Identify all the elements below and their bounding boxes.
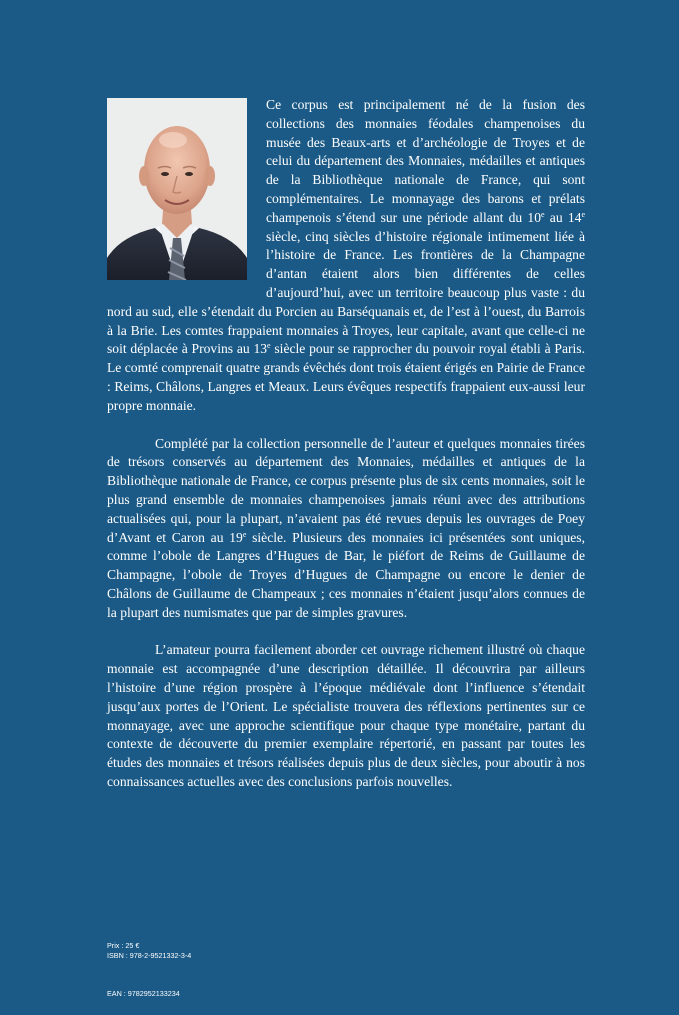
superscript: e (267, 341, 271, 351)
price-label: Prix : 25 € (107, 941, 140, 950)
paragraph-3 (107, 641, 585, 791)
paragraph-1-text: Ce corpus est principalement né de la fusion des collections des monnaies féodales champenoises du musée des Beaux-arts et d’archéologie de Troyes et de celui du département des Monnaies, médailles et antiques de la Bibliothèque nationale de France, qui sont complémentaires. Le monnayage des barons et prélats champenois s’étend sur une période allant du 10 (266, 97, 585, 225)
paragraph-2-text: siècle. Plusieurs des monnaies ici présentées sont uniques, comme l’obole de Langres d’Hugues de Bar, le piéfort de Reims de Guillaume de Champagne, l’obole de Troyes d’Hugues de Champagne ou encore le denier de Châlons de Guillaume de Champeaux ; ces monnaies n’étaient jusqu’alors connues de la plupart des numismates que par de simples gravures. (107, 529, 585, 620)
superscript: e (541, 209, 545, 219)
ean-label: EAN : 9782952133234 (107, 989, 180, 998)
isbn-label: ISBN : 978-2-9521332-3-4 (107, 951, 192, 960)
superscript: e (581, 209, 585, 219)
description-text (107, 96, 585, 810)
paragraph-3-text: L’amateur pourra facilement aborder cet ouvrage richement illustré où chaque monnaie est accompagnée d’une description détaillée. Il découvrira par ailleurs l’histoire d’une région prospère à l’époque médiévale dont l’influence s’étendait jusqu’aux portes de l’Orient. Le spécialiste trouvera des réflexions pertinentes sur ce monnayage, avec une approche scientifique pour chaque type monétaire, partant du contexte de découverte du premier exemplaire répertorié, en passant par toutes les études des monnaies et trésors réalisées depuis plus de deux siècles, pour aboutir à nos connaissances actuelles avec des conclusions parfois nouvelles. (107, 642, 585, 789)
paragraph-1-text: siècle pour se rapprocher du pouvoir royal établi à Paris. Le comté comprenait quatre grands évêchés dont trois étaient érigés en Pairie de France : Reims, Châlons, Langres et Meaux. Leurs évêques respectifs frappaient eux-aussi leur propre monnaie. (107, 341, 585, 413)
photo-spacer (107, 96, 247, 284)
superscript: e (242, 529, 247, 539)
publication-info (107, 941, 191, 961)
paragraph-2 (107, 435, 585, 623)
paragraph-1-text: au 14 (544, 209, 582, 225)
paragraph-1-text: siècle, cinq siècles d’histoire régionale intimement liée à l’histoire de France. Les frontières de la Champagne d’antan étaient alors bien différentes de celles d’aujourd’hui, avec un territoire beaucoup plus vaste : du nord au sud, elle s’étendait du Porcien au Barséquanais et, de l’est à l’ouest, du Barrois à la Brie. Les comtes frappaient monnaies à Troyes, leur capitale, avant que celle-ci ne soit déplacée à Provins au 13 (107, 228, 585, 357)
paragraph-2-text: Complété par la collection personnelle de l’auteur et quelques monnaies tirées de trésors conservés au département des Monnaies, médailles et antiques de la Bibliothèque nationale de France, ce corpus présente plus de six cents monnaies, soit le plus grand ensemble de monnaies champenoises jamais réuni avec des attributions actualisées qui, pour la plupart, n’avaient pas été revues depuis les ouvrages de Poey d’Avant et Caron au 19 (107, 435, 585, 545)
